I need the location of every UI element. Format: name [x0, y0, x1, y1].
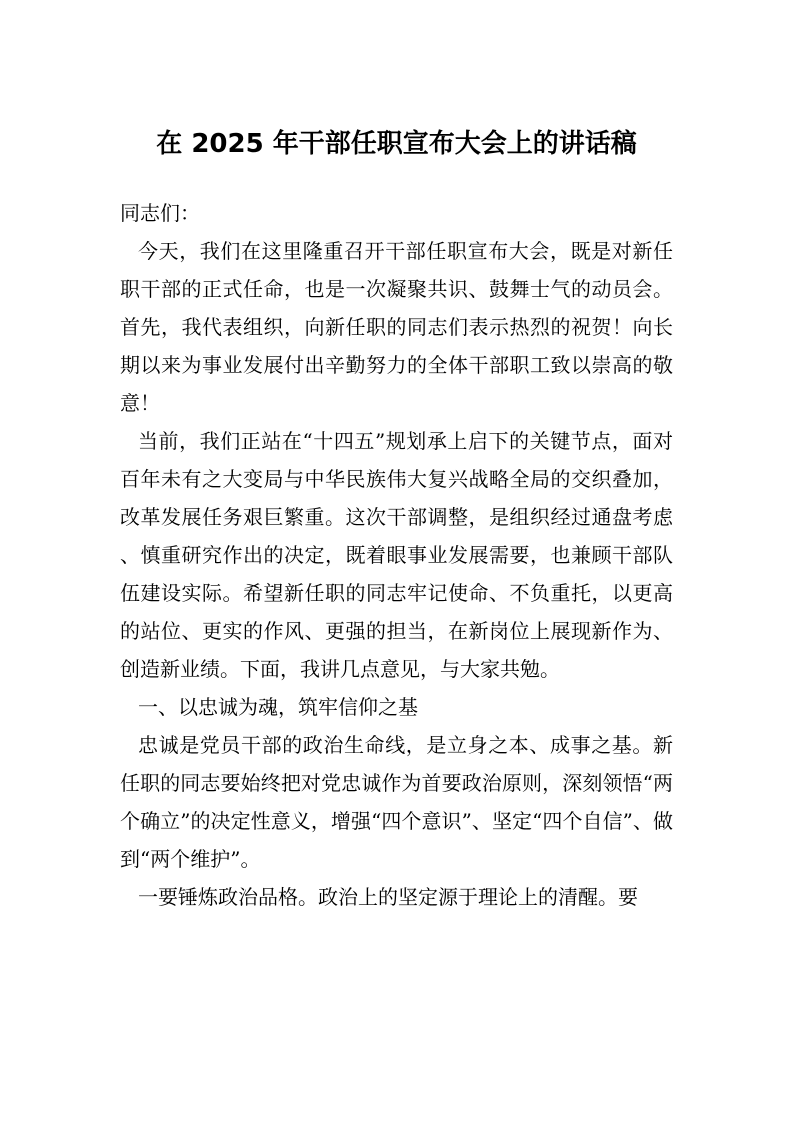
paragraph-opening: 今天，我们在这里隆重召开干部任职宣布大会，既是对新任职干部的正式任命，也是一次凝聚共识、鼓舞士气的动员会。首先，我代表组织，向新任职的同志们表示热烈的祝贺！向长期以来为事业发展付出辛勤努力的全体干部职工致以崇高的敬意！ — [120, 239, 673, 415]
section-heading: 一、以忠诚为魂，筑牢信仰之基 — [138, 695, 418, 719]
salutation: 同志们： — [120, 201, 200, 225]
paragraph-political-quality: 一要锤炼政治品格。政治上的坚定源于理论上的清醒。要 — [138, 885, 638, 909]
paragraph-context: 当前，我们正站在“十四五”规划承上启下的关键节点，面对百年未有之大变局与中华民族伟大复兴战略全局的交织叠加，改革发展任务艰巨繁重。这次干部调整，是组织经过通盘考虑、慎重研究作出的决定，既着眼事业发展需要，也兼顾干部队伍建设实际。希望新任职的同志牢记使命、不负重托，以更高的站位、更实的作风、更强的担当，在新岗位上展现新作为、创造新业绩。下面，我讲几点意见，与大家共勉。 — [120, 429, 673, 681]
document-body — [120, 194, 673, 916]
paragraph-loyalty: 忠诚是党员干部的政治生命线，是立身之本、成事之基。新任职的同志要始终把对党忠诚作为首要政治原则，深刻领悟“两个确立”的决定性意义，增强“四个意识”、坚定“四个自信”、做到“两个维护”。 — [120, 733, 673, 871]
document-title: 在 2025 年干部任职宣布大会上的讲话稿 — [156, 129, 637, 159]
